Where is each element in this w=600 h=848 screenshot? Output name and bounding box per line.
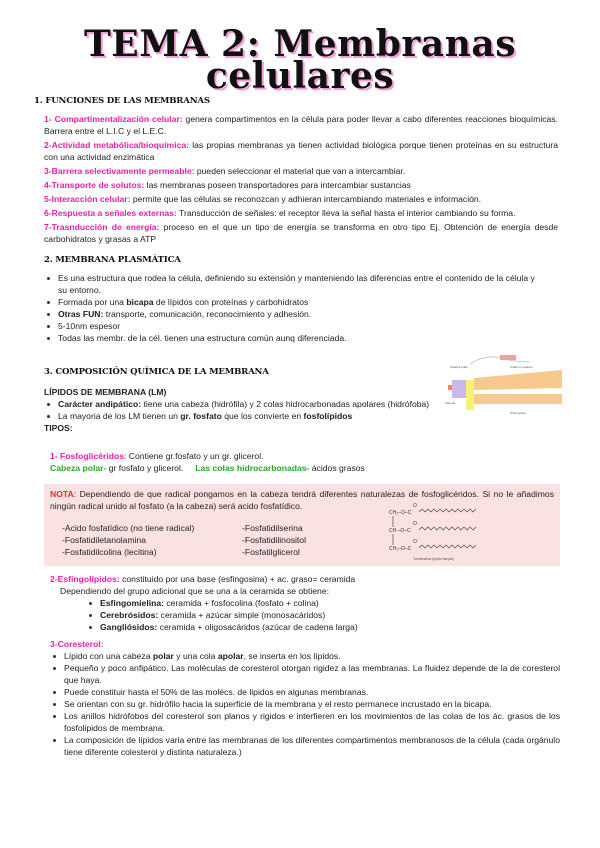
list-item: Cerebrósidos: ceramida + azúcar simple (monosacáridos): [86, 609, 562, 621]
list-item: La mayoria de los LM tienen un gr. fosfato que los convierte en fosfolípidos: [44, 410, 556, 422]
svg-text:CH₂–O–C: CH₂–O–C: [389, 510, 412, 516]
functions-list: [44, 113, 558, 247]
list-item: Formada por una bicapa de lípidos con proteínas y carbohidratos: [44, 296, 544, 308]
membrane-lipids: [44, 386, 556, 434]
svg-text:CH –O–C: CH –O–C: [389, 528, 411, 534]
list-item: 5-10nm espesor: [44, 320, 544, 332]
phosphoglycerides: 1- Fosfoglicéridos: Contiene gr.fosfato y un gr. glicerol. Cabeza polar- gr fosfato y glicerol. Las colas hidrocarbonadas- ácidos grasos: [50, 451, 365, 473]
lipids-heading: LÍPIDOS DE MEMBRANA (LM): [44, 387, 167, 397]
svg-text:O: O: [413, 539, 417, 545]
list-item: Es una estructura que rodea la célula, definiendo su extensión y manteniendo las diferencias entre el contenido de la célula y su entorno.: [44, 272, 544, 296]
page-title: TEMA 2: Membranas: [84, 23, 516, 65]
list-item: Lípido con una cabeza polar y una cola apolar, se inserta en los lípidos.: [50, 650, 560, 662]
list-item: -Fosfatidiletanolamina: [62, 535, 147, 545]
list-item: Gangliósidos: ceramida + oligosacáridos (azúcar de cadena larga): [86, 621, 562, 633]
function-item: 6-Respuesta a señales externas: Transducción de señales: el receptor lleva la señal hasta el interior cambiando su forma.: [44, 208, 516, 218]
list-item: Todas las membr. de la cél. tienen una estructura común aunq diferenciada.: [44, 332, 544, 344]
svg-text:Ácido graso: Ácido graso: [510, 411, 526, 415]
svg-text:O: O: [413, 521, 417, 527]
list-item: Pequeño y poco anfipático. Las moléculas de coresterol otorgan rigidez a las membranas. La fluidez depende de la de coresterol que haya.: [50, 662, 560, 686]
svg-text:Triestearina (lípido simple): Triestearina (lípido simple): [413, 557, 455, 561]
svg-text:Cabeza polar: Cabeza polar: [450, 365, 468, 369]
triestearin-structure-figure: [389, 500, 509, 564]
function-item: 5-Interacción celular: permite que las células se reconozcan y adhieran intercambiando materiales e información.: [44, 194, 482, 204]
list-item: -Fosfatidilserina: [242, 523, 303, 533]
function-item: 3-Barrera selectivamente permeable: pueden seleccionar el material que van a intercambiar.: [44, 166, 406, 176]
list-item: Esfingomielina: ceramida + fosfocolina (fosfato + colina): [86, 597, 562, 609]
list-item: Carácter andipático: tiene una cabeza (hidrófila) y 2 colas hidrocarbonadas apolares (hidrófoba): [44, 398, 556, 410]
list-item: Otras FUN: transporte, comunicación, reconocimiento y adhesión.: [44, 308, 544, 320]
list-item: -Fosfatidilinositol: [242, 535, 306, 545]
list-item: Se orientan con su gr. hidrófilo hacia la superficie de la membrana y el resto permanece incrustado en la bicapa.: [50, 698, 560, 710]
note-box: NOTA: Dependiendo de que radical pongamos en la cabeza tendrá diferentes naturalezas de fosfoglicéridos. Si no le añadimos ningún radical unido al fosfato (a la cabeza) será acido fosfatídico. -Acido fosfatídico (no tiene radical) -Fosfatidilserina -Fosfatidiletanolamina -Fosfatidilinositol -Fosfatidilcolina (lecitina) -Fosfatilglicerol CH₂–O–C CH –O–C CH₂–O–C O O O Triestearina (lípido simple): [44, 484, 560, 566]
plasma-membrane-list: [44, 272, 544, 344]
sphingolipids: 2-Esfingolípidos: constituido por una base (esfingosina) + ac. graso= ceramida Dependiendo del grupo adicional que se una a la ceramida se obtiene: Esfingomielina: ceramida + fosfocolina (fosfato + colina) Cerebrósidos: ceramida + azúcar simple (monosacáridos) Gangliósidos: ceramida + oligosacáridos (azúcar de cadena larga): [50, 573, 562, 633]
list-item: Puede constituir hasta el 50% de las molécs. de lipidos en algunas membranas.: [50, 686, 560, 698]
cholesterol: 3-Coresterol: Lípido con una cabeza polar y una cola apolar, se inserta en los lípidos. Pequeño y poco anfipático. Las moléculas de coresterol otorgan rigidez a las membranas. La fluidez depende de la de coresterol que haya. Puede constituir hasta el 50% de las molécs. de lipidos en algunas membranas. Se orientan con su gr. hidrófilo hacia la superficie de la membrana y el resto permanece incrustado en la bicapa. Los anillos hidrófobos del coresterol son planos y rigidos e interfieren en los movimientos de las colas de los ác. grasos de los fosfolipidos de membrana. La composición de lípidos varia entre las membranas de los diferentes compartimentos membranosos de la célula (cada orgánulo tiene diferente colesterol y distinta naturaleza.): [50, 639, 560, 757]
svg-text:CH₂–O–C: CH₂–O–C: [389, 546, 412, 552]
section-2-heading: 2. MEMBRANA PLASMÁTICA: [44, 255, 181, 265]
list-item: La composición de lípidos varia entre las membranas de los diferentes compartimentos membranosos de la célula (cada orgánulo tiene diferente colesterol y distinta naturaleza.): [50, 734, 560, 758]
phosphoglyceride-types: [62, 522, 402, 558]
function-item: 1- Compartimentalización celular: genera compartimentos en la célula para poder llevar a cabo diferentes reacciones bioquímicas. Barrera entre el L.I.C y el L.E.C.: [44, 114, 558, 136]
list-item: Los anillos hidrófobos del coresterol son planos y rigidos e interfieren en los movimientos de las colas de los ác. grasos de los fosfolipidos de membrana.: [50, 710, 560, 734]
section-1-heading: 1. FUNCIONES DE LAS MEMBRANAS: [34, 96, 210, 106]
svg-text:Glicerol: Glicerol: [445, 401, 456, 405]
page-title-line2: celulares: [205, 55, 395, 97]
svg-text:Colas no polares: Colas no polares: [510, 365, 533, 369]
list-item: -Acido fosfatídico (no tiene radical): [62, 523, 195, 533]
function-item: 7-Trasnducción de energía: proceso en el que un tipo de energía se transforma en otro tipo Ej. Obtención de energía desde carbohidratos y grasas a ATP: [44, 222, 559, 244]
list-item: -Fosfatidilcolina (lecitina): [62, 547, 157, 557]
function-item: 2-Actividad metabólica/bioquímica: las propias membranas ya tienen actividad biológica porque tienen proteínas en su estructura con una actividad enzimática: [44, 140, 559, 162]
svg-text:O: O: [413, 503, 417, 509]
types-heading: TIPOS:: [44, 423, 73, 433]
list-item: -Fosfatilglicerol: [242, 547, 300, 557]
function-item: 4-Transporte de solutos: las membranas poseen transportadores para intercambiar sustancias: [44, 180, 411, 190]
section-3-heading: 3. COMPOSICIÓN QUÍMICA DE LA MEMBRANA: [44, 367, 269, 377]
